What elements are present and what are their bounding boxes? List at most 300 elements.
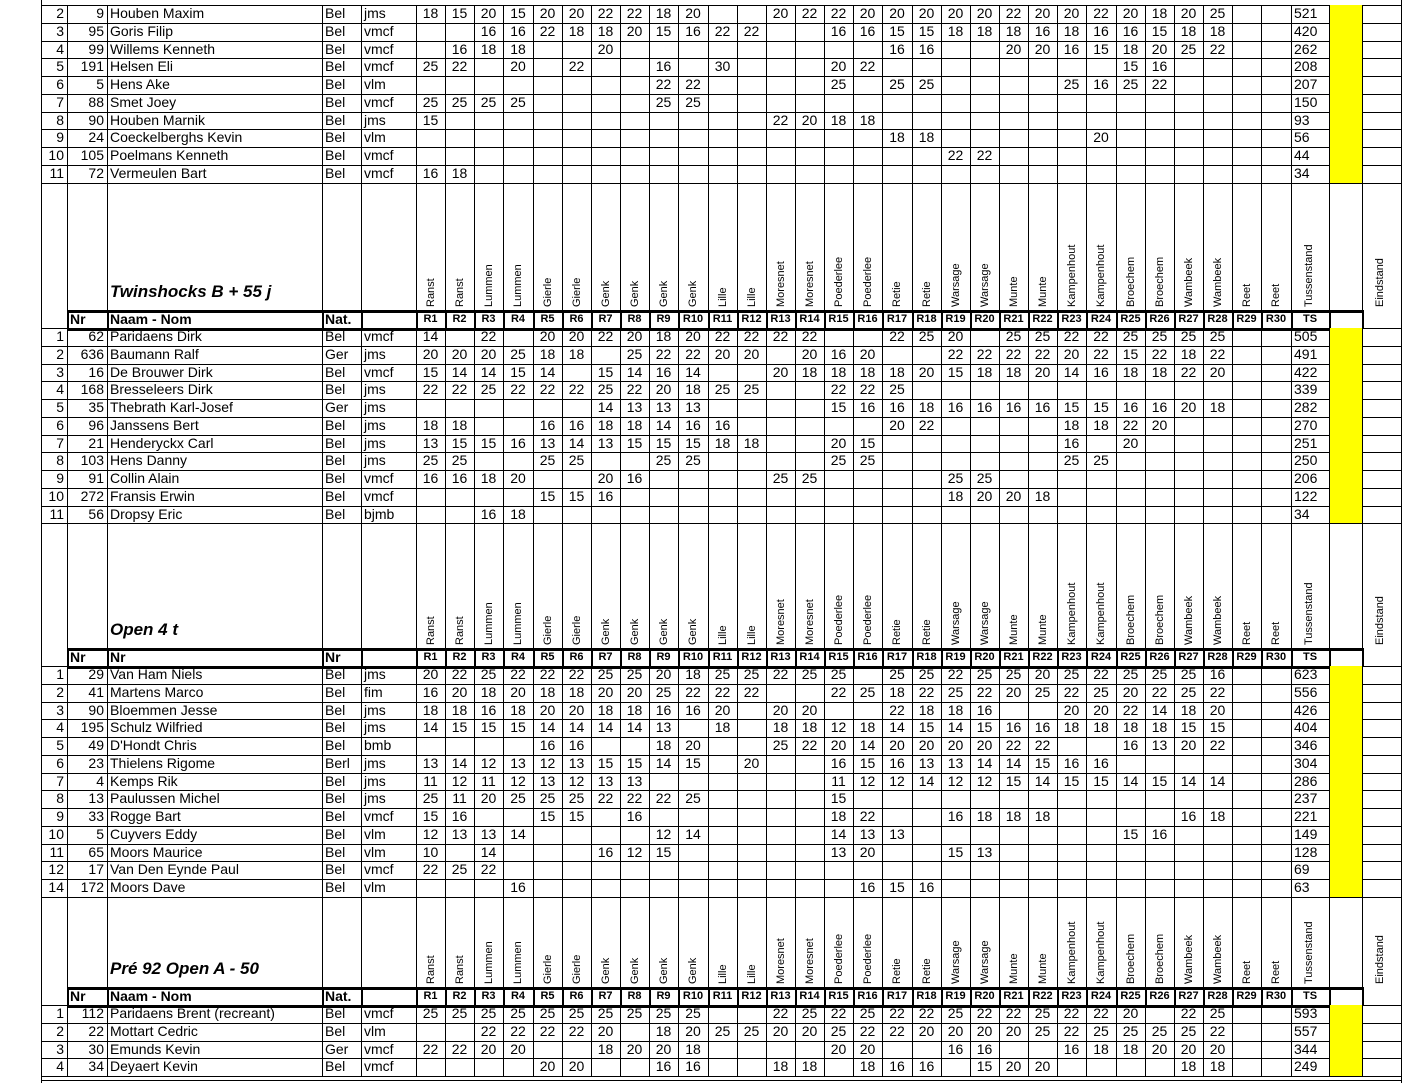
round-score-cell: 25 <box>801 666 818 682</box>
round-score-cell: 16 <box>918 879 935 895</box>
round-score-cell: 25 <box>743 666 760 682</box>
round-score-cell: 18 <box>1093 416 1109 433</box>
total-points-cell: 521 <box>1294 5 1318 21</box>
position-cell: 7 <box>56 93 64 110</box>
round-score-cell: 16 <box>830 345 847 362</box>
grid-line <box>1291 328 1292 523</box>
round-score-cell: 20 <box>947 737 964 753</box>
section-title: Open 4 t <box>110 620 179 639</box>
total-points-cell: 34 <box>1294 505 1310 522</box>
nationality-cell: Bel <box>325 164 346 181</box>
round-code-header: R19 <box>945 313 966 325</box>
round-score-cell: 22 <box>1180 363 1197 380</box>
round-code-header: R24 <box>1090 313 1112 325</box>
rider-number-cell: 88 <box>88 93 104 110</box>
round-code-header: R8 <box>627 313 642 325</box>
grid-line <box>107 328 108 523</box>
round-score-cell: 20 <box>772 1022 789 1039</box>
round-score-cell: 18 <box>626 701 643 718</box>
grid-line <box>999 897 1000 987</box>
round-score-cell: 14 <box>451 363 468 380</box>
round-score-cell: 20 <box>539 1058 556 1075</box>
rider-number-cell: 195 <box>80 719 104 736</box>
round-score-cell: 15 <box>539 808 556 824</box>
round-score-cell: 25 <box>743 1022 760 1039</box>
grid-line <box>41 897 1401 898</box>
rider-name-cell: Hens Ake <box>110 76 170 92</box>
position-cell: 9 <box>56 808 64 824</box>
venue-label: Lummen <box>512 941 524 984</box>
round-score-cell: 13 <box>451 825 468 842</box>
round-score-cell: 15 <box>568 808 585 824</box>
grid-line <box>912 897 913 987</box>
venue-label: Gierle <box>542 954 554 984</box>
venue-label: Reet <box>1270 283 1282 307</box>
round-score-cell: 18 <box>655 5 672 21</box>
round-score-cell: 20 <box>1122 5 1139 21</box>
round-score-cell: 25 <box>422 790 439 807</box>
grid-line <box>1232 523 1233 648</box>
round-score-cell: 25 <box>510 1005 526 1021</box>
round-score-cell: 22 <box>568 58 585 75</box>
grid-line <box>678 523 679 648</box>
round-score-cell: 18 <box>1209 1058 1226 1075</box>
venue-label: Reet <box>1241 621 1253 645</box>
grid-line <box>1232 1005 1233 1076</box>
round-score-cell: 20 <box>451 345 468 362</box>
round-score-cell: 20 <box>830 434 847 451</box>
round-score-cell: 18 <box>830 111 847 128</box>
club-cell: vmcf <box>364 808 394 824</box>
round-code-header: R28 <box>1207 990 1228 1002</box>
round-score-cell: 22 <box>422 381 439 398</box>
col-header-name: Naam - Nom <box>110 988 192 1004</box>
round-score-cell: 12 <box>626 843 643 860</box>
grid-line <box>322 328 323 523</box>
round-code-header: R4 <box>510 313 526 325</box>
rider-name-cell: D'Hondt Chris <box>110 737 197 753</box>
round-score-cell: 22 <box>510 381 526 398</box>
col-header-nr: Nr <box>70 649 86 665</box>
round-score-cell: 25 <box>422 93 439 110</box>
round-code-header: R14 <box>799 990 820 1002</box>
grid-line <box>1329 987 1331 1005</box>
position-cell: 12 <box>48 861 64 878</box>
round-score-cell: 18 <box>597 416 614 433</box>
round-score-cell: 18 <box>510 701 526 718</box>
round-score-cell: 25 <box>743 381 760 398</box>
round-score-cell: 14 <box>889 719 905 736</box>
venue-label: Retie <box>891 619 903 645</box>
round-score-cell: 18 <box>451 701 468 718</box>
round-score-cell: 18 <box>918 129 935 146</box>
grid-line <box>474 5 475 183</box>
round-score-cell: 20 <box>918 5 935 21</box>
round-score-cell: 25 <box>685 790 701 807</box>
round-score-cell: 22 <box>1034 737 1051 753</box>
rider-number-cell: 56 <box>88 505 104 522</box>
round-score-cell: 16 <box>714 416 731 433</box>
round-score-cell: 25 <box>422 452 439 469</box>
round-code-header: R13 <box>770 313 791 325</box>
round-code-header: R25 <box>1120 990 1141 1002</box>
round-score-cell: 18 <box>1151 719 1168 736</box>
round-score-cell: 14 <box>655 754 672 771</box>
round-score-cell: 14 <box>539 363 556 380</box>
total-points-cell: 56 <box>1294 129 1310 146</box>
total-points-cell: 122 <box>1294 487 1318 504</box>
round-score-cell: 15 <box>480 434 497 451</box>
round-score-cell: 18 <box>626 416 643 433</box>
round-score-cell: 18 <box>889 683 905 700</box>
round-score-cell: 16 <box>947 808 964 824</box>
nationality-cell: Bel <box>325 487 346 504</box>
club-cell: jms <box>364 434 386 451</box>
venue-label: Retie <box>891 281 903 307</box>
round-score-cell: 20 <box>1034 1058 1051 1075</box>
round-score-cell: 16 <box>568 737 585 753</box>
club-cell: vlm <box>364 825 386 842</box>
round-score-cell: 20 <box>1005 1022 1022 1039</box>
grid-line <box>562 666 563 897</box>
rider-name-cell: Coeckelberghs Kevin <box>110 129 243 146</box>
rider-number-cell: 112 <box>81 1005 104 1021</box>
grid-line <box>824 328 825 523</box>
round-score-cell: 16 <box>1063 434 1080 451</box>
grid-line <box>361 310 363 328</box>
grid-line <box>882 666 883 897</box>
grid-line <box>795 328 796 523</box>
round-score-cell: 25 <box>830 452 847 469</box>
grid-line <box>999 1005 1000 1076</box>
grid-line <box>620 523 621 648</box>
round-score-cell: 18 <box>1093 719 1109 736</box>
grid-line <box>853 5 854 183</box>
tussenstand-label: Tussenstand <box>1303 921 1315 984</box>
venue-label: Warsage <box>979 940 991 984</box>
round-score-cell: 18 <box>743 434 760 451</box>
round-score-cell: 25 <box>1034 1022 1051 1039</box>
grid-line <box>737 666 738 897</box>
club-cell: jms <box>364 772 386 789</box>
round-score-cell: 14 <box>947 719 964 736</box>
round-score-cell: 16 <box>685 416 701 433</box>
round-code-header: R29 <box>1236 651 1257 663</box>
round-score-cell: 13 <box>626 772 643 789</box>
rider-number-cell: 5 <box>96 825 104 842</box>
venue-label: Munte <box>1008 953 1020 984</box>
round-score-cell: 14 <box>597 399 614 415</box>
round-score-cell: 16 <box>597 843 614 860</box>
round-score-cell: 20 <box>772 363 789 380</box>
round-score-cell: 22 <box>1005 1005 1022 1021</box>
col-header-name: Naam - Nom <box>110 311 192 327</box>
round-score-cell: 18 <box>801 1058 818 1075</box>
round-code-header: R25 <box>1120 651 1141 663</box>
nationality-cell: Bel <box>325 790 346 807</box>
total-points-cell: 207 <box>1294 76 1318 92</box>
rider-number-cell: 13 <box>88 790 104 807</box>
round-score-cell: 25 <box>918 328 935 344</box>
grid-line <box>1116 328 1117 523</box>
nationality-cell: Bel <box>325 434 346 451</box>
grid-line <box>562 523 563 648</box>
round-score-cell: 20 <box>830 737 847 753</box>
grid-line <box>533 5 534 183</box>
venue-label: Genk <box>687 957 699 984</box>
grid-line <box>533 183 534 311</box>
rider-number-cell: 95 <box>88 22 104 39</box>
round-score-cell: 15 <box>947 843 964 860</box>
position-cell: 3 <box>56 363 64 380</box>
grid-line <box>1232 328 1233 523</box>
club-cell: vmcf <box>364 164 394 181</box>
round-score-cell: 15 <box>510 363 526 380</box>
rider-name-cell: Fransis Erwin <box>110 487 195 504</box>
round-score-cell: 11 <box>423 772 438 789</box>
round-score-cell: 25 <box>830 666 847 682</box>
grid-line <box>1362 183 1363 311</box>
rider-number-cell: 35 <box>88 399 104 415</box>
round-score-cell: 15 <box>626 434 643 451</box>
round-score-cell: 20 <box>1122 434 1139 451</box>
total-points-cell: 270 <box>1294 416 1318 433</box>
rider-name-cell: Thielens Rigome <box>110 754 216 771</box>
rider-number-cell: 96 <box>88 416 104 433</box>
round-score-cell: 16 <box>422 683 439 700</box>
round-score-cell: 13 <box>655 399 672 415</box>
nationality-cell: Bel <box>325 666 346 682</box>
highlight-column <box>1330 328 1362 523</box>
round-score-cell: 16 <box>1005 719 1022 736</box>
club-cell: jms <box>364 416 386 433</box>
round-code-header: R30 <box>1265 990 1287 1002</box>
grid-line <box>474 328 475 523</box>
round-score-cell: 22 <box>568 666 585 682</box>
rider-number-cell: 103 <box>80 452 104 469</box>
round-score-cell: 20 <box>568 1058 585 1075</box>
round-score-cell: 16 <box>1093 22 1109 39</box>
round-code-header: R18 <box>916 990 937 1002</box>
round-code-header: R20 <box>974 990 995 1002</box>
rider-name-cell: Mottart Cedric <box>110 1022 198 1039</box>
round-score-cell: 22 <box>685 683 701 700</box>
grid-line <box>766 1005 767 1076</box>
round-score-cell: 25 <box>976 666 993 682</box>
round-code-header: R3 <box>481 990 496 1002</box>
rider-number-cell: 90 <box>88 111 104 128</box>
eindstand-label: Eindstand <box>1374 258 1386 307</box>
rider-number-cell: 24 <box>88 129 104 146</box>
round-score-cell: 15 <box>422 808 439 824</box>
round-score-cell: 18 <box>859 719 876 736</box>
round-code-header: R18 <box>916 313 937 325</box>
grid-line <box>474 183 475 311</box>
venue-label: Gierle <box>571 615 583 645</box>
round-score-cell: 20 <box>422 666 439 682</box>
round-score-cell: 14 <box>1034 772 1051 789</box>
grid-line <box>41 897 42 987</box>
grid-line <box>445 183 446 311</box>
round-score-cell: 22 <box>859 1022 876 1039</box>
round-code-header: R29 <box>1236 990 1257 1002</box>
round-score-cell: 13 <box>539 772 556 789</box>
round-code-header: R13 <box>770 990 791 1002</box>
round-score-cell: 16 <box>655 1058 672 1075</box>
round-score-cell: 20 <box>772 701 789 718</box>
round-score-cell: 25 <box>597 1005 614 1021</box>
total-points-cell: 63 <box>1294 879 1310 895</box>
venue-label: Poederlee <box>833 933 845 984</box>
round-code-header: R12 <box>741 313 762 325</box>
highlight-column <box>1330 1005 1362 1076</box>
round-code-header: R23 <box>1061 990 1082 1002</box>
grid-line <box>562 1005 563 1076</box>
round-score-cell: 20 <box>947 328 964 344</box>
round-score-cell: 25 <box>685 452 701 469</box>
grid-line <box>67 328 68 523</box>
total-points-cell: 426 <box>1294 701 1318 718</box>
total-points-cell: 34 <box>1294 164 1310 181</box>
rider-number-cell: 4 <box>96 772 104 789</box>
grid-line <box>1116 666 1117 897</box>
position-cell: 9 <box>56 129 64 146</box>
grid-line <box>795 523 796 648</box>
round-score-cell: 16 <box>859 399 876 415</box>
club-cell: vmcf <box>364 93 394 110</box>
grid-line <box>649 1005 650 1076</box>
nationality-cell: Bel <box>325 1058 346 1075</box>
round-code-header: R16 <box>857 313 878 325</box>
position-cell: 6 <box>56 754 64 771</box>
grid-line <box>1329 523 1330 648</box>
grid-line <box>766 183 767 311</box>
round-score-cell: 22 <box>889 328 905 344</box>
round-score-cell: 25 <box>947 470 964 486</box>
round-score-cell: 22 <box>1063 683 1080 700</box>
venue-label: Genk <box>600 280 612 307</box>
rider-name-cell: Hens Danny <box>110 452 188 469</box>
round-score-cell: 12 <box>451 772 468 789</box>
venue-label: Reet <box>1241 283 1253 307</box>
round-score-cell: 25 <box>1180 328 1197 344</box>
nationality-cell: Bel <box>325 772 346 789</box>
venue-label: Kampenhout <box>1066 921 1078 984</box>
total-points-cell: 404 <box>1294 719 1318 736</box>
venue-label: Lille <box>746 625 758 645</box>
nationality-cell: Bel <box>325 701 346 718</box>
grid-line <box>361 987 363 1005</box>
round-code-header: R26 <box>1149 990 1170 1002</box>
grid-line <box>620 328 621 523</box>
venue-label: Gierle <box>571 954 583 984</box>
club-cell: jms <box>364 381 386 398</box>
round-score-cell: 20 <box>626 683 643 700</box>
round-score-cell: 25 <box>859 683 876 700</box>
round-score-cell: 20 <box>510 1040 526 1057</box>
round-score-cell: 18 <box>918 399 935 415</box>
round-score-cell: 22 <box>714 328 731 344</box>
nationality-cell: Bel <box>325 40 346 57</box>
club-cell: vmcf <box>364 58 394 75</box>
grid-line <box>41 1005 42 1076</box>
round-score-cell: 16 <box>1034 399 1051 415</box>
round-score-cell: 15 <box>859 754 876 771</box>
total-points-cell: 249 <box>1294 1058 1318 1075</box>
rider-number-cell: 21 <box>88 434 104 451</box>
position-cell: 3 <box>56 22 64 39</box>
round-score-cell: 12 <box>830 719 847 736</box>
round-score-cell: 25 <box>1063 666 1080 682</box>
grid-line <box>1057 183 1058 311</box>
round-code-header: R5 <box>540 990 555 1002</box>
total-points-cell: 128 <box>1294 843 1318 860</box>
round-score-cell: 16 <box>859 22 876 39</box>
round-score-cell: 16 <box>539 737 556 753</box>
round-score-cell: 20 <box>597 470 614 486</box>
round-score-cell: 14 <box>510 825 526 842</box>
position-cell: 8 <box>56 790 64 807</box>
grid-line <box>562 328 563 523</box>
round-score-cell: 20 <box>1180 399 1197 415</box>
round-score-cell: 12 <box>480 754 497 771</box>
venue-label: Wambeek <box>1212 257 1224 307</box>
nationality-cell: Bel <box>325 416 346 433</box>
round-score-cell: 12 <box>859 772 876 789</box>
grid-line <box>503 666 504 897</box>
club-cell: vmcf <box>364 1005 394 1021</box>
grid-line <box>853 1005 854 1076</box>
grid-line <box>107 1005 108 1076</box>
round-score-cell: 25 <box>568 452 585 469</box>
venue-label: Lummen <box>512 264 524 307</box>
round-score-cell: 22 <box>918 416 935 433</box>
round-score-cell: 16 <box>451 470 468 486</box>
round-score-cell: 18 <box>510 40 526 57</box>
round-code-header: R18 <box>916 651 937 663</box>
round-score-cell: 25 <box>714 666 731 682</box>
round-score-cell: 18 <box>714 434 731 451</box>
round-score-cell: 18 <box>1151 363 1168 380</box>
grid-line <box>999 183 1000 311</box>
round-score-cell: 20 <box>859 1040 876 1057</box>
eindstand-label: Eindstand <box>1374 935 1386 984</box>
round-score-cell: 14 <box>685 825 701 842</box>
grid-line <box>941 1005 942 1076</box>
round-code-header: R1 <box>423 990 438 1002</box>
round-score-cell: 13 <box>422 434 439 451</box>
round-score-cell: 18 <box>976 363 993 380</box>
round-score-cell: 18 <box>1209 22 1226 39</box>
position-cell: 5 <box>56 58 64 75</box>
round-score-cell: 20 <box>1034 5 1051 21</box>
round-score-cell: 14 <box>1180 772 1197 789</box>
round-score-cell: 25 <box>510 345 526 362</box>
round-score-cell: 16 <box>480 22 497 39</box>
round-score-cell: 16 <box>830 22 847 39</box>
club-cell: vlm <box>364 879 386 895</box>
round-score-cell: 18 <box>597 701 614 718</box>
grid-line <box>322 183 323 311</box>
venue-label: Genk <box>629 957 641 984</box>
round-score-cell: 16 <box>655 363 672 380</box>
grid-line <box>678 328 679 523</box>
round-score-cell: 20 <box>539 328 556 344</box>
grid-line <box>1401 1005 1402 1076</box>
nationality-cell: Bel <box>325 683 346 700</box>
round-score-cell: 22 <box>801 737 818 753</box>
grid-line <box>1291 5 1292 183</box>
